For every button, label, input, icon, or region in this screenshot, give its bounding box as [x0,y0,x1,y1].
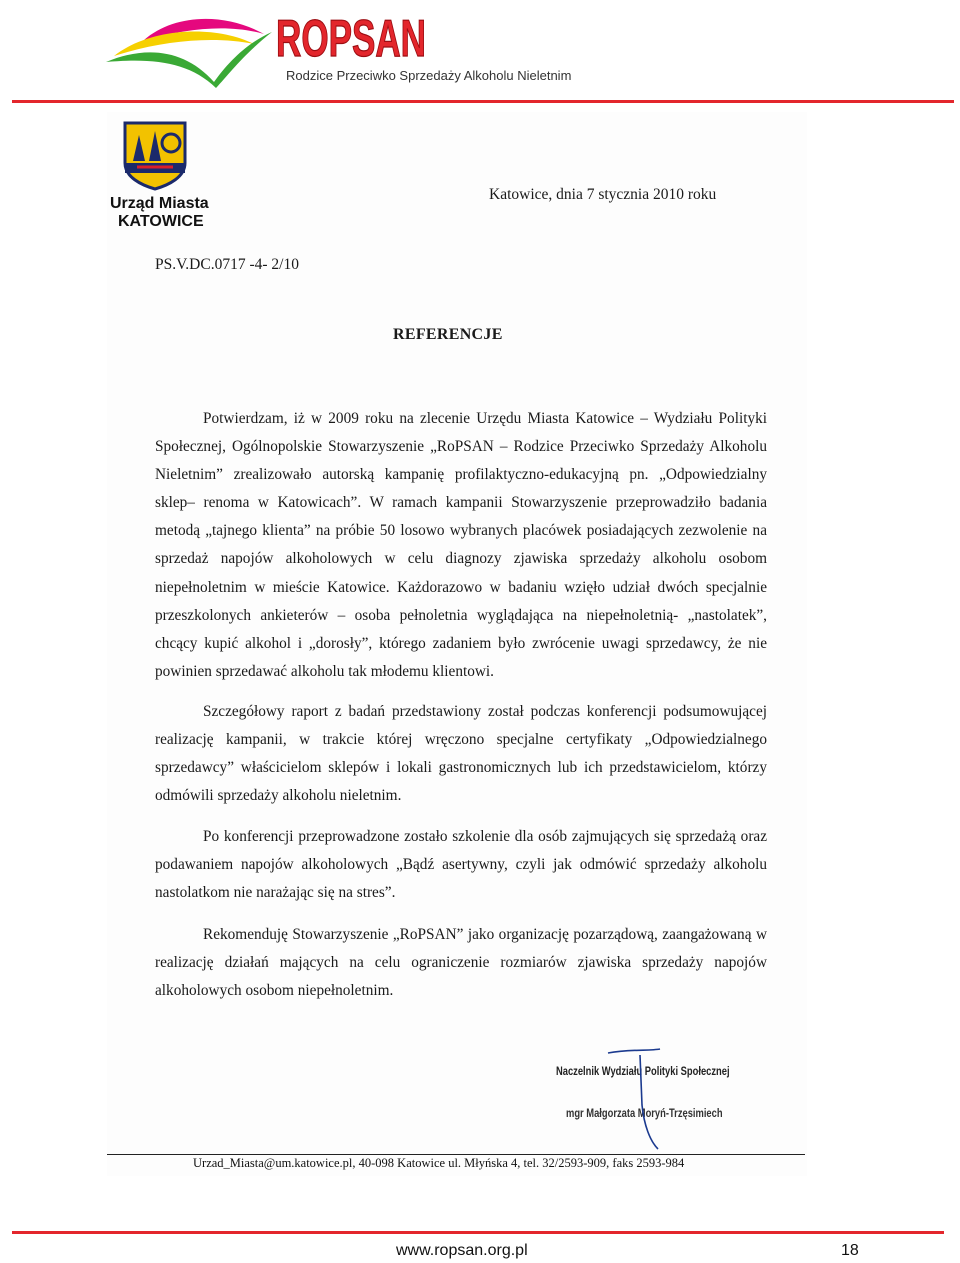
footer-divider [12,1231,944,1234]
reference-number: PS.V.DC.0717 -4- 2/10 [155,256,299,273]
letter-date: Katowice, dnia 7 stycznia 2010 roku [489,186,717,203]
office-city: KATOWICE [118,213,204,230]
paragraph-4: Rekomenduję Stowarzyszenie „RoPSAN” jako organizację pozarządową, zaangażowaną w realizację działań mających na celu ograniczenie rozmiarów zjawiska sprzedaży napojów alkoholowych osobom niepełnoletnim. [155,926,767,1000]
paragraph-3: Po konferencji przeprowadzone zostało szkolenie dla osób zajmujących się sprzedażą oraz podawaniem napojów alkoholowych „Bądź asertywny, czyli jak odmówić sprzedaży alkoholu nastolatkom nie narażając się na stres”. [155,828,767,902]
stamp-position: Naczelnik Wydziału Polityki Społecznej [556,1064,730,1078]
stamp-name: mgr Małgorzata Moryń-Trzęsimiech [566,1106,723,1120]
paragraph-1: Potwierdzam, iż w 2009 roku na zlecenie Urzędu Miasta Katowice – Wydziału Polityki Społecznej, Ogólnopolskie Stowarzyszenie „RoPSAN – Rodzice Przeciwko Sprzedaży Alkoholu Nieletnim” zrealizowało autorską kampanię profilaktyczno-edukacyjną pn. „Odpowiedzialny sklep– renoma w Katowicach”. W ramach kampanii Stowarzyszenie przeprowadziło badania metodą „tajnego klienta” na próbie 50 losowo wybranych placówek posiadających zezwolenie na sprzedaż napojów alkoholowych w celu diagnozy zjawiska sprzedaży alkoholu osobom niepełnoletnim w mieście Katowice. Każdorazowo w badaniu wzięło udział dwóch specjalnie przeszkolonych ankieterów – osoba pełnoletnia wyglądająca na niepełnoletnią- „nastolatek”, chcący kupić alkohol i „dorosły”, którego zadaniem było zwrócenie uwagi sprzedawcy, że nie powinien sprzedawać alkoholu tak młodemu klientowi. [155,410,767,680]
issuing-office [110,195,209,231]
paragraph-2: Szczegółowy raport z badań przedstawiony został podczas konferencji podsumowującej realizację kampanii, w trakcie której wręczono specjalne certyfikaty „Odpowiedzialnego sprzedawcy” właścicielom sklepów i lokali gastronomicznych lub ich przedstawicielom, którzy odmówili sprzedaży alkoholu nieletnim. [155,703,767,805]
logo-yellow-swoosh [114,32,254,57]
header-divider [12,100,954,103]
logo-wordmark: ROPSAN [276,10,426,68]
page-number: 18 [841,1242,859,1259]
footer-website-link[interactable]: www.ropsan.org.pl [396,1242,528,1259]
header-subtitle: Rodzice Przeciwko Sprzedaży Alkoholu Nieletnim [286,68,572,83]
handwritten-signature [600,1045,710,1155]
letter-footer-divider [107,1154,805,1155]
office-name: Urząd Miasta [110,195,209,212]
katowice-coat-of-arms [123,121,187,191]
letter-title: REFERENCJE [393,326,503,343]
letter-footer-contact: Urzad_Miasta@um.katowice.pl, 40-098 Katowice ul. Młyńska 4, tel. 32/2593-909, faks 2593-984 [193,1156,685,1170]
